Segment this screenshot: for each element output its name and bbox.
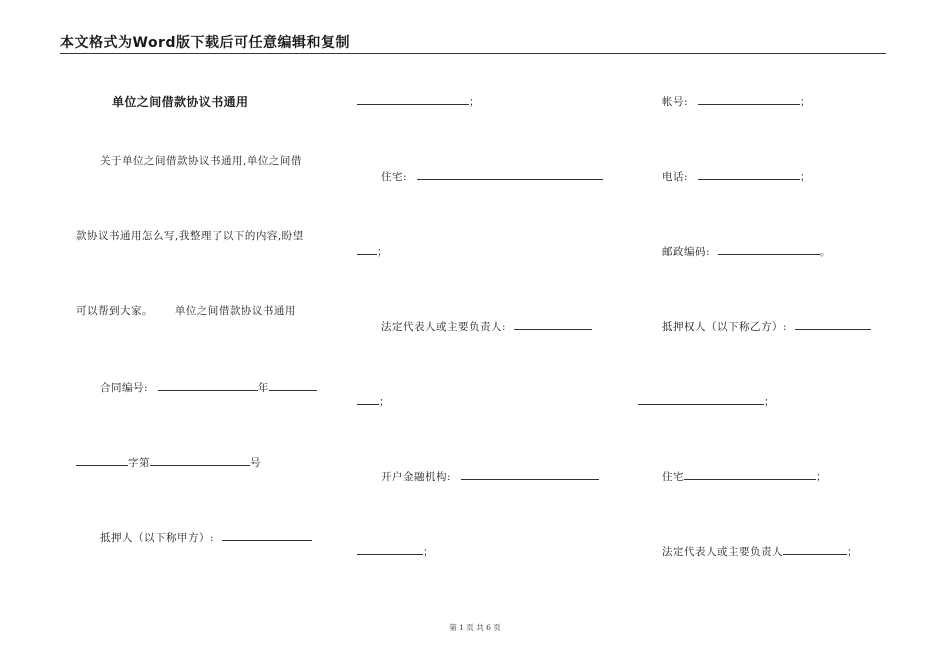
- mortgagor-label: 抵押人（以下称甲方）:: [100, 532, 215, 544]
- bank-row: [381, 468, 599, 484]
- col2-row-1: [357, 93, 480, 109]
- period: 。: [819, 246, 831, 258]
- mortgagee-label: 抵押权人（以下称乙方）:: [662, 321, 788, 333]
- legal-rep-blank[interactable]: [514, 318, 592, 330]
- mortgagee-row: [662, 318, 871, 334]
- legal-rep-b-blank[interactable]: [783, 543, 847, 555]
- intro-line-1: 关于单位之间借款协议书通用,单位之间借: [100, 155, 302, 167]
- contract-hao-blank[interactable]: [150, 454, 250, 466]
- residence-b-blank[interactable]: [684, 468, 816, 480]
- column-1: [76, 70, 326, 610]
- contract-number-row: [100, 379, 317, 395]
- mortgagor-row: [100, 529, 312, 545]
- residence-b-label: 住宅: [662, 471, 684, 483]
- mortgagee-cont-blank[interactable]: [638, 393, 764, 405]
- document-header: 本文格式为Word版下载后可任意编辑和复制: [60, 34, 886, 54]
- legal-rep-cont-blank[interactable]: [357, 393, 379, 405]
- phone-blank[interactable]: [698, 168, 800, 180]
- contract-zi-blank[interactable]: [76, 454, 128, 466]
- legal-rep-b-row: [662, 543, 858, 559]
- column-3: [638, 70, 888, 610]
- semicolon: ；: [377, 246, 388, 258]
- phone-label: 电话:: [662, 171, 689, 183]
- semicolon: ；: [469, 96, 480, 108]
- legal-rep-b-label: 法定代表人或主要负责人: [662, 546, 783, 558]
- contract-year-label: 年: [257, 382, 269, 394]
- intro-line-3-text: 可以帮到大家。: [76, 305, 153, 317]
- page-number: 第 1 页 共 6 页: [449, 623, 501, 632]
- bank-blank[interactable]: [461, 468, 599, 480]
- residence-label: 住宅:: [381, 171, 408, 183]
- col2-blank-1[interactable]: [357, 93, 469, 105]
- semicolon: ；: [799, 96, 811, 108]
- contract-year-blank[interactable]: [269, 379, 317, 391]
- semicolon: ；: [764, 396, 775, 408]
- bank-cont-blank[interactable]: [357, 543, 423, 555]
- bank-cont-row: [357, 543, 434, 559]
- contract-number-blank[interactable]: [158, 379, 258, 391]
- column-2: [357, 70, 607, 610]
- contract-zi-row: [76, 454, 261, 470]
- postal-blank[interactable]: [718, 243, 820, 255]
- semicolon: ；: [423, 546, 434, 558]
- semicolon: ；: [379, 396, 390, 408]
- hao-label: 号: [250, 457, 261, 469]
- mortgagee-cont-row: [638, 393, 775, 409]
- semicolon: ；: [816, 471, 827, 483]
- semicolon: ；: [799, 171, 811, 183]
- account-blank[interactable]: [698, 93, 800, 105]
- legal-rep-row: [381, 318, 592, 334]
- postal-row: [662, 243, 831, 259]
- semicolon: ；: [847, 546, 858, 558]
- intro-line-3-subtitle: 单位之间借款协议书通用: [174, 305, 296, 317]
- residence-cont-row: [357, 243, 388, 259]
- legal-rep-cont-row: [357, 393, 390, 409]
- postal-label: 邮政编码:: [662, 246, 711, 258]
- mortgagor-blank[interactable]: [222, 529, 312, 541]
- residence-cont-blank[interactable]: [357, 243, 377, 255]
- legal-rep-label: 法定代表人或主要负责人:: [381, 321, 507, 333]
- residence-b-row: [662, 468, 827, 484]
- bank-label: 开户金融机构:: [381, 471, 452, 483]
- mortgagee-blank[interactable]: [795, 318, 871, 330]
- account-label: 帐号:: [662, 96, 689, 108]
- intro-line-2: 款协议书通用怎么写,我整理了以下的内容,盼望: [76, 230, 304, 242]
- zi-di-label: 字第: [128, 457, 150, 469]
- document-title: 单位之间借款协议书通用: [112, 95, 249, 109]
- intro-line-3: [76, 304, 296, 318]
- phone-row: [662, 168, 811, 184]
- contract-number-label: 合同编号:: [100, 382, 149, 394]
- residence-blank[interactable]: [417, 168, 603, 180]
- account-row: [662, 93, 811, 109]
- residence-row: [381, 168, 603, 184]
